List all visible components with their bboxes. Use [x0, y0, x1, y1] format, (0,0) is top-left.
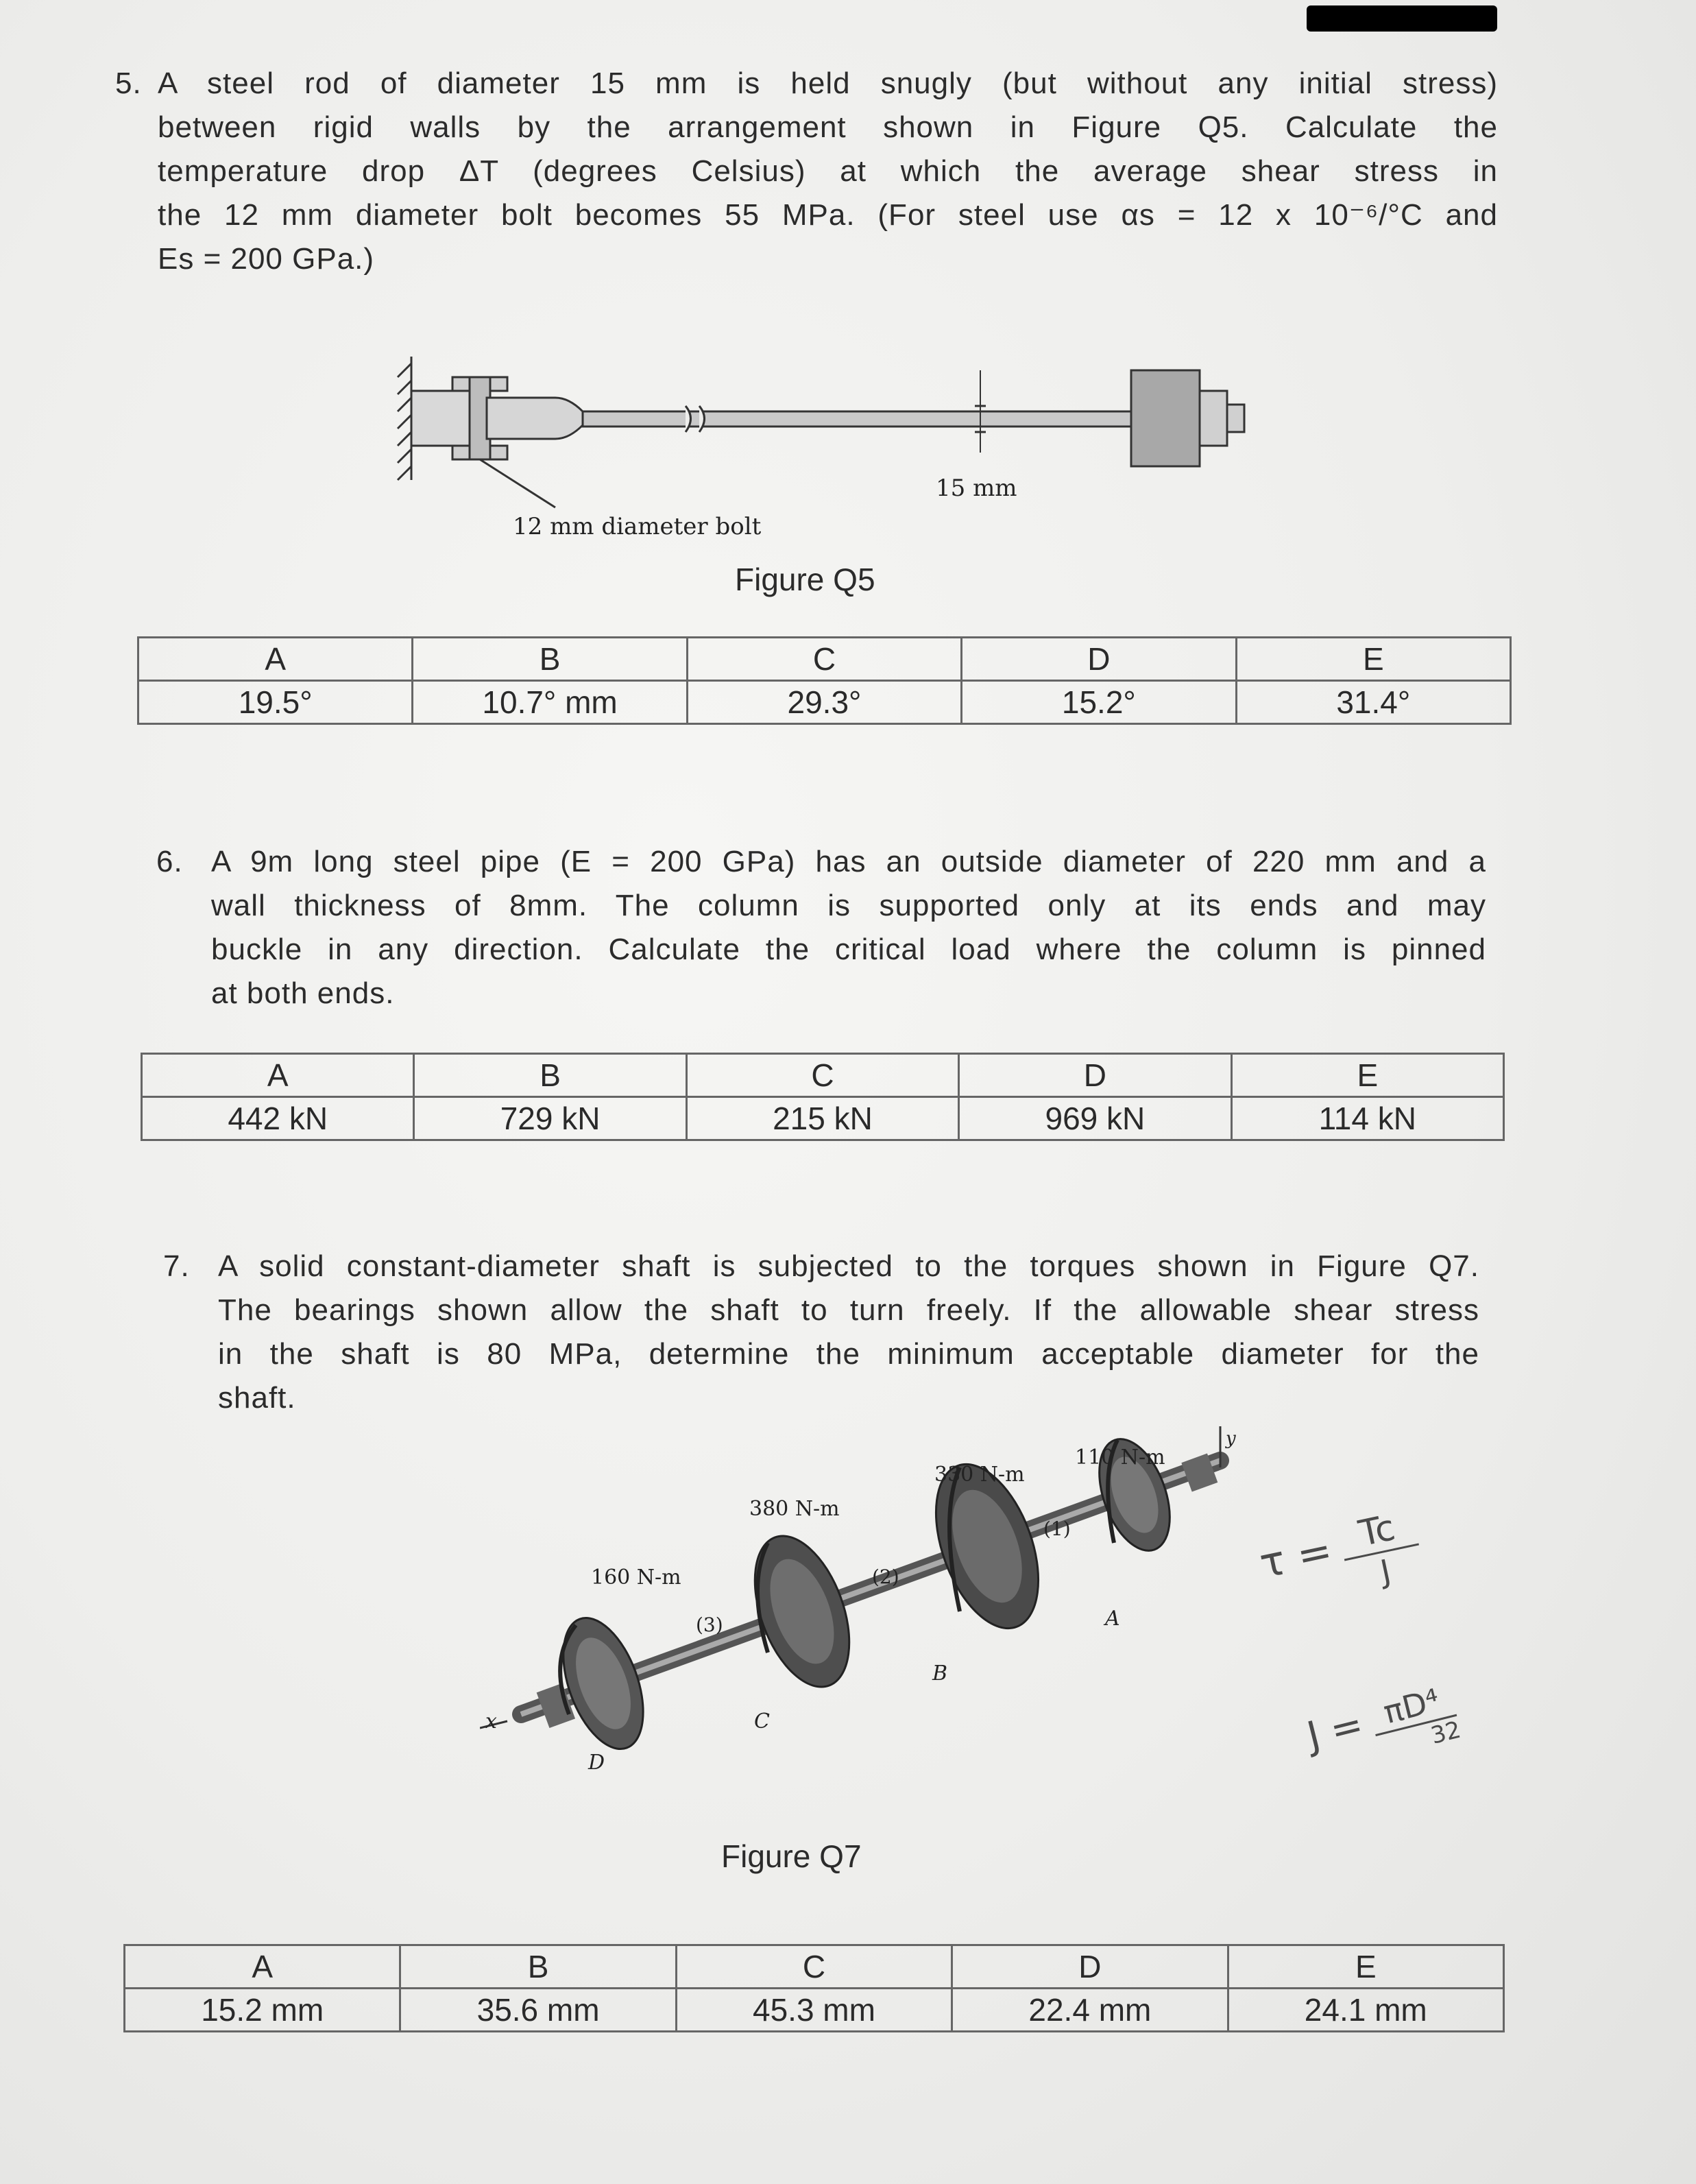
table-header-row [142, 1054, 1504, 1097]
question-line: A 9m long steel pipe (E = 200 GPa) has an outside diameter of 220 mm and a [211, 845, 1486, 878]
question-number: 6. [156, 845, 183, 878]
j-denominator: 32 [1428, 1716, 1464, 1750]
table-row [125, 1989, 1504, 2032]
option-label: B [400, 1945, 676, 1989]
point-label-b: B [932, 1661, 948, 1685]
question-number: 7. [163, 1249, 190, 1283]
option-label: C [687, 638, 961, 681]
option-value: 15.2 mm [125, 1989, 400, 2032]
option-label: D [962, 638, 1236, 681]
option-value: 19.5° [138, 681, 413, 724]
tau-lhs: τ = [1255, 1526, 1337, 1589]
answer-table-q5 [137, 636, 1512, 725]
option-value: 35.6 mm [400, 1989, 676, 2032]
question-line: in the shaft is 80 MPa, determine the minimum acceptable diameter for the [218, 1337, 1479, 1371]
rod-diameter-label: 15 mm [936, 475, 1017, 502]
torque-label-c: 380 N-m [749, 1497, 840, 1521]
option-label: A [125, 1945, 400, 1989]
question-line: temperature drop ΔT (degrees Celsius) at which the average shear stress in [158, 154, 1498, 188]
figure-q7 [480, 1426, 1275, 1783]
torque-label-a: 110 N-m [1075, 1445, 1165, 1469]
handwritten-j-formula [1303, 1678, 1464, 1779]
point-label-c: C [754, 1709, 770, 1733]
segment-label-1: (1) [1043, 1517, 1071, 1540]
tau-numerator: Tc [1335, 1503, 1419, 1561]
option-value: 114 kN [1231, 1097, 1503, 1140]
option-value: 215 kN [686, 1097, 958, 1140]
question-number: 5. [115, 67, 142, 100]
bolt-label: 12 mm diameter bolt [513, 513, 762, 540]
option-label: C [686, 1054, 958, 1097]
question-line: The bearings shown allow the shaft to turn freely. If the allowable shear stress [218, 1293, 1479, 1327]
axis-label-y: y [1226, 1428, 1236, 1449]
option-value: 969 kN [959, 1097, 1231, 1140]
option-value: 729 kN [414, 1097, 686, 1140]
question-5 [115, 62, 1498, 281]
segment-label-3: (3) [696, 1613, 723, 1636]
torque-label-d: 160 N-m [591, 1565, 681, 1589]
steel-rod [583, 411, 1145, 427]
nut [1200, 391, 1227, 446]
handwritten-tau-formula [1255, 1503, 1427, 1615]
option-label: A [138, 638, 413, 681]
left-wall [398, 357, 411, 480]
option-value: 442 kN [142, 1097, 414, 1140]
point-label-a: A [1105, 1607, 1120, 1631]
j-numerator: πD⁴ [1366, 1678, 1457, 1736]
question-line: buckle in any direction. Calculate the critical load where the column is pinned [211, 933, 1486, 966]
option-label: C [676, 1945, 952, 1989]
option-label: B [413, 638, 687, 681]
tau-denominator: J [1377, 1552, 1394, 1591]
table-row [138, 681, 1511, 724]
option-value: 22.4 mm [952, 1989, 1228, 2032]
option-label: B [414, 1054, 686, 1097]
question-6 [156, 840, 1486, 1016]
option-value: 15.2° [962, 681, 1236, 724]
figure-q7-caption: Figure Q7 [721, 1838, 862, 1874]
question-line: between rigid walls by the arrangement shown in Figure Q5. Calculate the [158, 110, 1498, 144]
question-line: shaft. [218, 1381, 296, 1415]
segment-label-2: (2) [872, 1565, 899, 1588]
table-header-row [125, 1945, 1504, 1989]
answer-table-q7 [123, 1944, 1505, 2032]
redaction-mark [1307, 5, 1497, 32]
option-label: E [1228, 1945, 1503, 1989]
torque-label-b: 330 N-m [934, 1463, 1025, 1487]
right-wall [1131, 370, 1200, 466]
option-label: D [959, 1054, 1231, 1097]
point-label-d: D [588, 1751, 605, 1775]
option-value: 45.3 mm [676, 1989, 952, 2032]
answer-table-q6 [141, 1053, 1505, 1141]
question-line: the 12 mm diameter bolt becomes 55 MPa. (For steel use αs = 12 x 10⁻⁶/°C and [158, 198, 1498, 232]
figure-q5 [384, 343, 1261, 521]
option-label: E [1236, 638, 1510, 681]
rod-eye [487, 398, 583, 439]
question-line: Es = 200 GPa.) [158, 242, 375, 276]
option-value: 31.4° [1236, 681, 1510, 724]
option-value: 29.3° [687, 681, 961, 724]
bolt-leader [480, 459, 555, 507]
option-label: A [142, 1054, 414, 1097]
question-line: A steel rod of diameter 15 mm is held snugly (but without any initial stress) [158, 67, 1498, 100]
question-7 [163, 1245, 1479, 1420]
table-header-row [138, 638, 1511, 681]
option-value: 24.1 mm [1228, 1989, 1503, 2032]
figure-q5-caption: Figure Q5 [735, 562, 875, 597]
j-lhs: J = [1303, 1702, 1368, 1760]
option-label: D [952, 1945, 1228, 1989]
option-label: E [1231, 1054, 1503, 1097]
question-line: at both ends. [211, 976, 395, 1010]
table-row [142, 1097, 1504, 1140]
question-line: wall thickness of 8mm. The column is supported only at its ends and may [211, 889, 1486, 922]
axis-label-x: x [485, 1709, 497, 1733]
option-value: 10.7° mm [413, 681, 687, 724]
question-line: A solid constant-diameter shaft is subjected to the torques shown in Figure Q7. [218, 1249, 1479, 1283]
